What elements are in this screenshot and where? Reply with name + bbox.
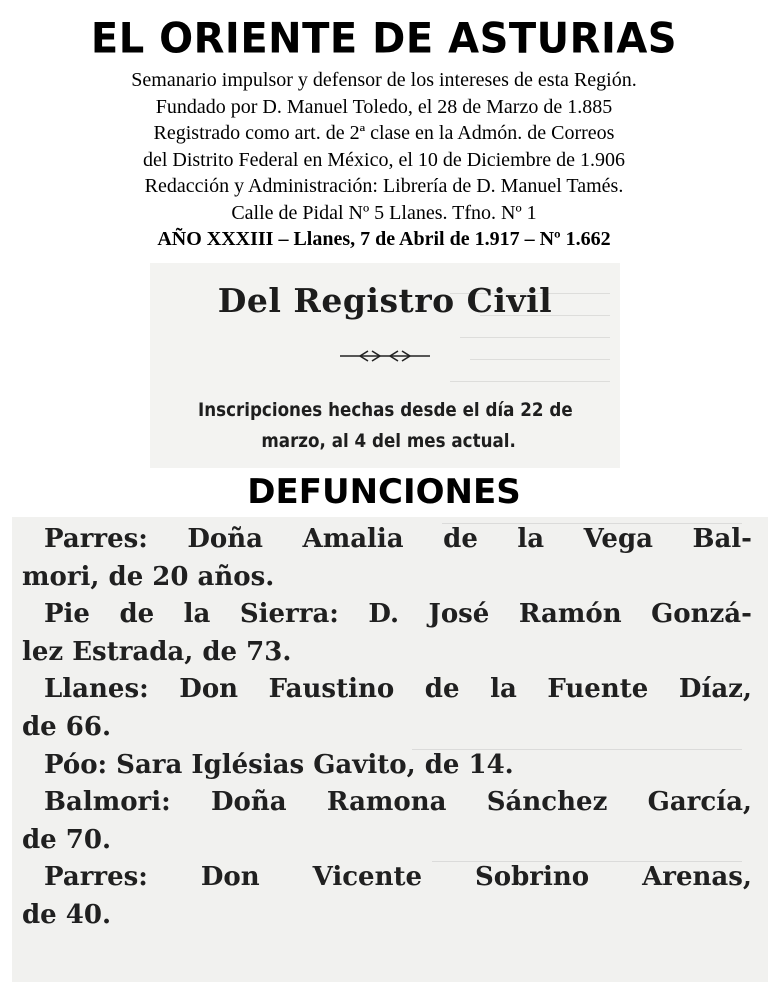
record-line: de 66.	[22, 711, 112, 742]
record-word: Doña	[187, 524, 264, 554]
record-word: la	[517, 524, 545, 554]
record-line: de 70.	[22, 824, 112, 855]
issue-line: AÑO XXXIII – Llanes, 7 de Abril de 1.917 – Nº 1.662	[157, 228, 611, 250]
bleed-through-line	[470, 359, 610, 360]
record-word: Pie	[44, 599, 90, 630]
record-word: Fuente	[547, 674, 649, 705]
record-word: Ramón	[518, 599, 622, 630]
record-word: Faustino	[268, 674, 395, 705]
record-word: Sierra:	[239, 599, 339, 630]
record-word: Vega	[583, 524, 653, 554]
registro-civil-clipping	[150, 263, 620, 468]
record-word: de	[443, 524, 478, 554]
record-line: Póo: Sara Iglésias Gavito, de 14.	[44, 749, 514, 780]
record-word: Ramona	[326, 787, 447, 818]
record-word: Sánchez	[486, 787, 608, 818]
record-word: Amalia	[302, 524, 404, 554]
masthead-line: Calle de Pidal Nº 5 Llanes. Tfno. Nº 1	[231, 201, 537, 224]
record-line	[22, 859, 752, 897]
record-line: mori, de 20 años.	[22, 561, 275, 592]
newspaper-title: EL ORIENTE DE ASTURIAS	[90, 14, 678, 64]
record-word: Llanes:	[44, 674, 149, 705]
death-records	[22, 521, 752, 935]
record-word: de	[424, 674, 460, 705]
record-word: Don	[179, 674, 239, 705]
record-line	[22, 784, 752, 822]
ornament-divider	[340, 349, 430, 363]
subheading-line: Inscripciones hechas desde el día 22 de	[198, 399, 573, 421]
masthead-line: Redacción y Administración: Librería de D. Manuel Tamés.	[144, 175, 624, 197]
record-word: de	[119, 599, 155, 630]
bleed-through-line	[460, 337, 610, 338]
record-word: D.	[368, 599, 400, 630]
masthead-line: del Distrito Federal en México, el 10 de Diciembre de 1.906	[142, 148, 626, 171]
record-word: Doña	[210, 787, 287, 818]
record-line	[22, 596, 752, 634]
masthead-line: Semanario impulsor y defensor de los intereses de esta Región.	[131, 69, 637, 91]
record-word: Gonzá-	[651, 599, 752, 630]
section-heading: Del Registro Civil	[217, 281, 553, 320]
masthead-line: Registrado como art. de 2ª clase en la Admón. de Correos	[153, 122, 615, 144]
defunciones-clipping	[12, 517, 768, 982]
masthead-info	[0, 67, 768, 226]
record-word: Bal-	[692, 524, 752, 554]
record-word: José	[428, 599, 490, 630]
subheading-line: marzo, al 4 del mes actual.	[261, 430, 516, 452]
record-line	[22, 671, 752, 709]
record-word: Don	[200, 862, 260, 893]
record-word: la	[183, 599, 211, 630]
record-line: lez Estrada, de 73.	[22, 636, 292, 667]
masthead	[0, 0, 768, 253]
record-word: Díaz,	[678, 674, 752, 705]
record-word: García,	[647, 787, 752, 818]
record-word: Arenas,	[642, 862, 752, 893]
masthead-line: Fundado por D. Manuel Toledo, el 28 de Marzo de 1.885	[155, 95, 613, 118]
defunciones-title: DEFUNCIONES	[247, 472, 521, 512]
record-word: Vicente	[312, 862, 423, 893]
section-subheading	[198, 395, 573, 457]
record-word: Balmori:	[44, 787, 171, 818]
record-word: Parres:	[44, 862, 148, 893]
record-word: Parres:	[44, 524, 148, 554]
record-word: la	[490, 674, 517, 705]
record-word: Sobrino	[475, 862, 590, 893]
bleed-through-line	[450, 381, 610, 382]
record-line	[22, 521, 752, 559]
record-line: de 40.	[22, 899, 112, 930]
